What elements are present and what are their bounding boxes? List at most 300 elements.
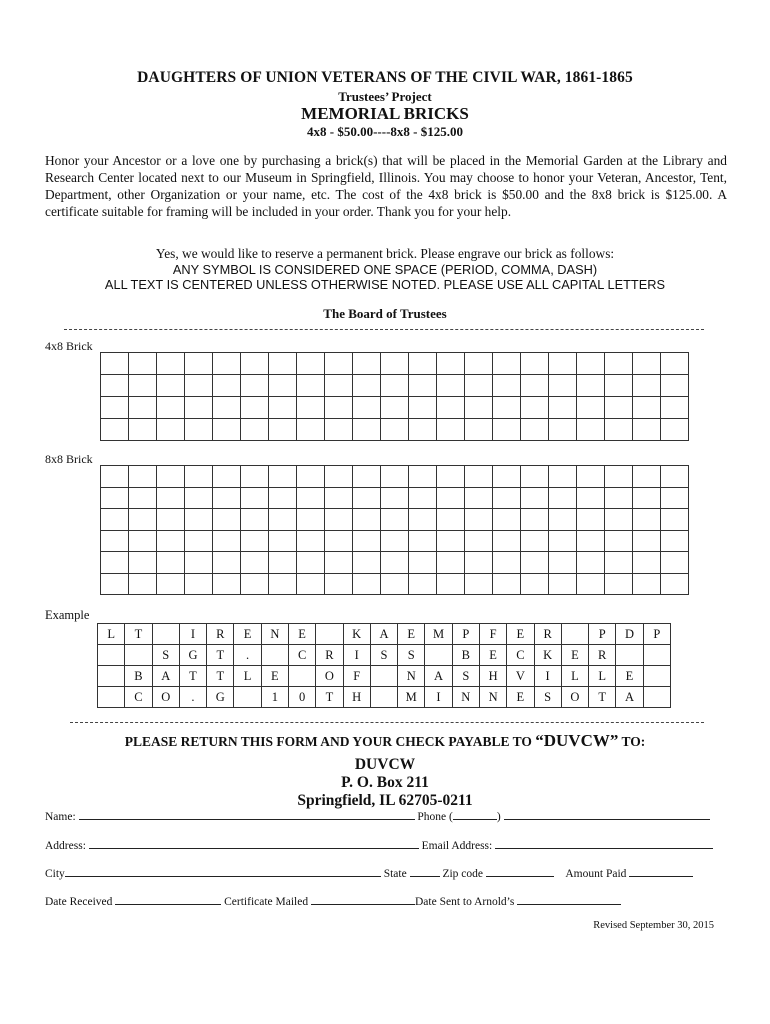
brick-8x8-cell[interactable] [353,487,381,509]
example-cell: A [616,687,643,708]
brick-8x8-cell[interactable] [661,466,689,488]
brick-8x8-cell[interactable] [605,487,633,509]
example-cell [425,645,452,666]
brick-8x8-cell[interactable] [465,509,493,531]
example-cell: L [98,624,125,645]
reserve-instructions [0,246,770,293]
brick-8x8-cell[interactable] [297,466,325,488]
example-cell: S [534,687,561,708]
brick-4x8-cell[interactable] [241,397,269,419]
brick-8x8-cell[interactable] [297,573,325,595]
brick-8x8-cell[interactable] [521,573,549,595]
brick-8x8-cell[interactable] [129,530,157,552]
brick-8x8-cell[interactable] [325,487,353,509]
date-sent-label: Date Sent to Arnold’s [414,896,515,908]
brick-4x8-cell[interactable] [185,353,213,375]
phone-number-field[interactable] [504,809,710,820]
brick-8x8-cell[interactable] [577,509,605,531]
brick-4x8-cell[interactable] [241,375,269,397]
brick-8x8-cell[interactable] [213,466,241,488]
brick-4x8-cell[interactable] [269,397,297,419]
brick-8x8-cell[interactable] [521,530,549,552]
example-cell: O [316,666,343,687]
example-cell: N [479,687,506,708]
intro-paragraph: Honor your Ancestor or a love one by purchasing a brick(s) that will be placed in the Memorial Garden at the Library and Research Center located next to our Museum in Springfield, Illinois. You may choose to honor your Veteran, Ancestor, Tent, Department, other Organization or your name, etc. The cost of the 4x8 brick is $50.00 and the 8x8 brick is $125.00. A certificate suitable for framing will be included in your order. Thank you for your help. [45,153,727,219]
example-cell: K [343,624,370,645]
brick-4x8-cell[interactable] [353,397,381,419]
brick-8x8-cell[interactable] [101,487,129,509]
brick-8x8-cell[interactable] [521,509,549,531]
brick-4x8-cell[interactable] [549,375,577,397]
brick-4x8-cell[interactable] [465,375,493,397]
brick-4x8-cell[interactable] [493,397,521,419]
dashed-divider-top [64,329,704,330]
amount-paid-field[interactable] [629,866,693,877]
brick-4x8-cell[interactable] [605,375,633,397]
example-cell: T [207,666,234,687]
brick-8x8-cell[interactable] [605,466,633,488]
brick-8x8-cell[interactable] [493,530,521,552]
example-cell: R [316,645,343,666]
brick-4x8-cell[interactable] [213,353,241,375]
example-cell: E [507,624,534,645]
brick-8x8-cell[interactable] [213,573,241,595]
reserve-line-3: ALL TEXT IS CENTERED UNLESS OTHERWISE NOTED. PLEASE USE ALL CAPITAL LETTERS [104,277,666,292]
example-cell: I [179,624,206,645]
brick-8x8-cell[interactable] [185,530,213,552]
brick-4x8-cell[interactable] [297,353,325,375]
brick-4x8-cell[interactable] [633,397,661,419]
brick-8x8-cell[interactable] [549,530,577,552]
example-cell: G [207,687,234,708]
brick-8x8-cell[interactable] [353,530,381,552]
brick-4x8-cell[interactable] [129,375,157,397]
brick-4x8-cell[interactable] [577,375,605,397]
brick-8x8-cell[interactable] [549,487,577,509]
brick-4x8-cell[interactable] [157,419,185,441]
city-state-row [45,866,735,880]
brick-4x8-cell[interactable] [437,397,465,419]
brick-8x8-cell[interactable] [633,530,661,552]
brick-4x8-cell[interactable] [101,375,129,397]
brick-4x8-cell[interactable] [269,375,297,397]
example-cell: T [589,687,616,708]
brick-8x8-cell[interactable] [465,487,493,509]
brick-8x8-cell[interactable] [661,509,689,531]
brick-8x8-cell[interactable] [241,530,269,552]
example-cell: L [561,666,588,687]
brick-4x8-cell[interactable] [353,375,381,397]
brick-8x8-cell[interactable] [661,530,689,552]
phone-area-code-field[interactable] [453,809,497,820]
brick-4x8-cell[interactable] [101,419,129,441]
brick-4x8-cell[interactable] [381,419,409,441]
brick-8x8-cell[interactable] [605,573,633,595]
brick-4x8-cell[interactable] [381,353,409,375]
brick-8x8-cell[interactable] [577,552,605,574]
brick-8x8-cell[interactable] [101,509,129,531]
brick-4x8-cell[interactable] [493,419,521,441]
brick-4x8-cell[interactable] [605,397,633,419]
brick-4x8-cell[interactable] [381,397,409,419]
brick-4x8-cell[interactable] [465,353,493,375]
brick-4x8-cell[interactable] [465,397,493,419]
brick-4x8-cell[interactable] [325,397,353,419]
brick-8x8-cell[interactable] [381,530,409,552]
brick-8x8-cell[interactable] [157,573,185,595]
brick-4x8-cell[interactable] [437,353,465,375]
example-cell: F [343,666,370,687]
city-field[interactable] [65,866,381,877]
brick-4x8-cell[interactable] [521,397,549,419]
brick-8x8-cell[interactable] [437,509,465,531]
brick-8x8-cell[interactable] [381,487,409,509]
brick-4x8-cell[interactable] [157,353,185,375]
example-cell [643,645,670,666]
brick-8x8-cell[interactable] [493,552,521,574]
brick-8x8-cell[interactable] [269,466,297,488]
brick-4x8-cell[interactable] [465,419,493,441]
example-cell: L [589,666,616,687]
state-label: State [383,868,407,880]
brick-8x8-cell[interactable] [157,530,185,552]
brick-8x8-cell[interactable] [241,487,269,509]
brick-8x8-cell[interactable] [521,552,549,574]
certificate-mailed-field[interactable] [311,894,415,905]
brick-8x8-cell[interactable] [101,552,129,574]
brick-8x8-cell[interactable] [493,487,521,509]
brick-8x8-cell[interactable] [129,487,157,509]
date-sent-field[interactable] [517,894,621,905]
brick-8x8-cell[interactable] [129,573,157,595]
brick-4x8-cell[interactable] [325,375,353,397]
brick-8x8-cell[interactable] [129,466,157,488]
brick-4x8-cell[interactable] [549,397,577,419]
brick-4x8-cell[interactable] [549,419,577,441]
brick-4x8-row [101,419,689,441]
brick-8x8-cell[interactable] [101,466,129,488]
example-cell [125,645,152,666]
brick-4x8-cell[interactable] [633,375,661,397]
brick-8x8-cell[interactable] [409,552,437,574]
brick-8x8-cell[interactable] [409,509,437,531]
example-cell: P [452,624,479,645]
reserve-line-2: ANY SYMBOL IS CONSIDERED ONE SPACE (PERIOD, COMMA, DASH) [172,261,598,277]
brick-4x8-cell[interactable] [493,375,521,397]
brick-8x8-cell[interactable] [381,466,409,488]
example-cell [98,666,125,687]
brick-4x8-cell[interactable] [409,353,437,375]
example-cell: C [125,687,152,708]
brick-8x8-cell[interactable] [157,552,185,574]
brick-8x8-cell[interactable] [381,552,409,574]
dashed-divider-bottom [70,722,704,723]
brick-8x8-cell[interactable] [353,552,381,574]
example-cell: N [452,687,479,708]
date-received-field[interactable] [115,894,221,905]
example-cell: A [425,666,452,687]
example-cell [643,687,670,708]
example-cell: T [179,666,206,687]
brick-4x8-cell[interactable] [577,397,605,419]
state-field[interactable] [410,866,440,877]
example-cell: E [234,624,261,645]
brick-4x8-cell[interactable] [213,375,241,397]
example-grid [97,623,671,708]
brick-8x8-cell[interactable] [437,530,465,552]
brick-4x8-cell[interactable] [157,397,185,419]
brick-8x8-cell[interactable] [241,573,269,595]
brick-4x8-cell[interactable] [661,375,689,397]
brick-8x8-cell[interactable] [269,530,297,552]
example-cell: E [479,645,506,666]
brick-8x8-cell[interactable] [185,509,213,531]
brick-8x8-cell[interactable] [521,487,549,509]
brick-4x8-cell[interactable] [157,375,185,397]
brick-8x8-cell[interactable] [353,509,381,531]
brick-4x8-cell[interactable] [241,419,269,441]
example-cell: A [370,624,397,645]
brick-4x8-cell[interactable] [353,419,381,441]
brick-8x8-cell[interactable] [493,466,521,488]
example-cell [98,687,125,708]
brick-8x8-cell[interactable] [633,466,661,488]
brick-4x8-cell[interactable] [521,375,549,397]
brick-4x8-cell[interactable] [297,397,325,419]
brick-4x8-cell[interactable] [297,375,325,397]
example-cell: H [479,666,506,687]
brick-8x8-cell[interactable] [465,573,493,595]
brick-8x8-cell[interactable] [325,573,353,595]
brick-8x8-cell[interactable] [437,573,465,595]
brick-4x8-row [101,353,689,375]
brick-4x8-cell[interactable] [129,419,157,441]
example-cell: O [561,687,588,708]
brick-4x8-cell[interactable] [605,353,633,375]
brick-8x8-cell[interactable] [129,509,157,531]
brick-8x8-cell[interactable] [213,552,241,574]
brick-8x8-cell[interactable] [577,573,605,595]
name-field[interactable] [79,809,415,820]
certificate-mailed-label: Certificate Mailed [224,896,309,908]
brick-4x8-cell[interactable] [269,419,297,441]
brick-4x8-cell[interactable] [101,353,129,375]
brick-8x8-cell[interactable] [577,530,605,552]
brick-8x8-cell[interactable] [633,573,661,595]
brick-4x8-cell[interactable] [353,353,381,375]
brick-4x8-cell[interactable] [409,419,437,441]
brick-8x8-cell[interactable] [269,573,297,595]
example-cell: L [234,666,261,687]
brick-4x8-row [101,397,689,419]
brick-8x8-cell[interactable] [521,466,549,488]
brick-8x8-cell[interactable] [437,552,465,574]
brick-4x8-cell[interactable] [633,419,661,441]
brick-4x8-cell[interactable] [521,353,549,375]
brick-4x8-cell[interactable] [437,419,465,441]
zip-field[interactable] [486,866,554,877]
example-cell: S [152,645,179,666]
brick-8x8-grid [100,465,689,595]
brick-8x8-cell[interactable] [157,487,185,509]
brick-8x8-cell[interactable] [437,466,465,488]
brick-8x8-cell[interactable] [269,509,297,531]
brick-8x8-cell[interactable] [409,487,437,509]
example-cell: T [207,645,234,666]
brick-8x8-cell[interactable] [213,530,241,552]
example-row [98,687,671,708]
brick-8x8-cell[interactable] [185,573,213,595]
brick-4x8-cell[interactable] [605,419,633,441]
brick-4x8-cell[interactable] [409,375,437,397]
brick-8x8-cell[interactable] [633,552,661,574]
name-label: Name: [45,811,76,823]
brick-8x8-cell[interactable] [549,509,577,531]
brick-4x8-cell[interactable] [185,419,213,441]
address-email-row [45,838,735,852]
brick-4x8-cell[interactable] [577,419,605,441]
mailing-name: DUVCW [354,756,416,773]
example-cell: I [534,666,561,687]
brick-8x8-cell[interactable] [381,509,409,531]
brick-4x8-cell[interactable] [101,397,129,419]
brick-4x8-cell[interactable] [297,419,325,441]
brick-8x8-cell[interactable] [661,573,689,595]
brick-8x8-cell[interactable] [269,487,297,509]
example-cell: N [261,624,288,645]
example-cell: M [425,624,452,645]
brick-8x8-cell[interactable] [185,466,213,488]
example-cell [288,666,315,687]
page-title: MEMORIAL BRICKS [301,104,469,123]
phone-close-paren: ) [496,811,501,823]
brick-4x8-cell[interactable] [381,375,409,397]
brick-8x8-cell[interactable] [605,530,633,552]
brick-4x8-cell[interactable] [213,397,241,419]
example-label: Example [45,608,90,622]
address-field[interactable] [89,838,419,849]
brick-4x8-cell[interactable] [577,353,605,375]
brick-4x8-cell[interactable] [661,419,689,441]
brick-4x8-cell[interactable] [241,353,269,375]
brick-4x8-cell[interactable] [521,419,549,441]
brick-8x8-cell[interactable] [241,509,269,531]
brick-8x8-cell[interactable] [577,466,605,488]
example-cell: T [125,624,152,645]
brick-4x8-cell[interactable] [129,397,157,419]
brick-4x8-cell[interactable] [213,419,241,441]
brick-8x8-cell[interactable] [325,530,353,552]
brick-8x8-cell[interactable] [185,487,213,509]
brick-8x8-cell[interactable] [241,466,269,488]
brick-8x8-cell[interactable] [633,509,661,531]
brick-8x8-cell[interactable] [605,509,633,531]
brick-4x8-cell[interactable] [493,353,521,375]
brick-8x8-cell[interactable] [213,509,241,531]
brick-8x8-cell[interactable] [381,573,409,595]
brick-4x8-cell[interactable] [325,419,353,441]
example-cell: I [425,687,452,708]
email-field[interactable] [495,838,713,849]
brick-8x8-cell[interactable] [549,552,577,574]
board-signature: The Board of Trustees [323,306,447,321]
brick-4x8-cell[interactable] [325,353,353,375]
brick-8x8-cell[interactable] [297,487,325,509]
brick-4x8-cell[interactable] [129,353,157,375]
brick-8x8-cell[interactable] [633,487,661,509]
brick-8x8-cell[interactable] [185,552,213,574]
example-cell: E [398,624,425,645]
brick-8x8-cell[interactable] [297,530,325,552]
brick-8x8-cell[interactable] [437,487,465,509]
brick-8x8-cell[interactable] [493,509,521,531]
example-row [98,624,671,645]
example-cell: P [589,624,616,645]
example-cell: V [507,666,534,687]
brick-8x8-cell[interactable] [297,509,325,531]
brick-4x8-cell[interactable] [661,353,689,375]
brick-4x8-cell[interactable] [185,397,213,419]
brick-8x8-cell[interactable] [465,530,493,552]
brick-8x8-cell[interactable] [353,573,381,595]
brick-4x8-cell[interactable] [437,375,465,397]
brick-8x8-cell[interactable] [661,487,689,509]
brick-8x8-cell[interactable] [101,573,129,595]
brick-8x8-cell[interactable] [409,573,437,595]
brick-8x8-cell[interactable] [129,552,157,574]
brick-8x8-cell[interactable] [577,487,605,509]
brick-8x8-cell[interactable] [605,552,633,574]
brick-8x8-cell[interactable] [325,466,353,488]
brick-4x8-cell[interactable] [185,375,213,397]
brick-8x8-cell[interactable] [325,552,353,574]
brick-8x8-cell[interactable] [549,466,577,488]
return-prefix: PLEASE RETURN THIS FORM AND YOUR CHECK PAYABLE TO [124,734,536,749]
brick-8x8-row [101,573,689,595]
brick-4x8-cell[interactable] [269,353,297,375]
brick-8x8-cell[interactable] [297,552,325,574]
brick-8x8-cell[interactable] [465,466,493,488]
brick-8x8-row [101,552,689,574]
brick-8x8-row [101,487,689,509]
brick-8x8-cell[interactable] [269,552,297,574]
brick-8x8-cell[interactable] [661,552,689,574]
brick-8x8-cell[interactable] [409,530,437,552]
brick-4x8-cell[interactable] [409,397,437,419]
example-cell: A [152,666,179,687]
brick-8x8-cell[interactable] [213,487,241,509]
brick-8x8-cell[interactable] [157,509,185,531]
example-row [98,645,671,666]
brick-8x8-cell[interactable] [241,552,269,574]
payee-name: “DUVCW” [535,731,619,750]
brick-8x8-cell[interactable] [101,530,129,552]
brick-4x8-label: 4x8 Brick [45,339,93,353]
brick-8x8-cell[interactable] [409,466,437,488]
brick-8x8-cell[interactable] [353,466,381,488]
brick-8x8-cell[interactable] [493,573,521,595]
brick-8x8-cell[interactable] [157,466,185,488]
brick-8x8-cell[interactable] [325,509,353,531]
brick-8x8-cell[interactable] [549,573,577,595]
brick-4x8-cell[interactable] [661,397,689,419]
mailing-city: Springfield, IL 62705-0211 [297,792,473,809]
revision-date: Revised September 30, 2015 [593,920,714,931]
example-cell: E [261,666,288,687]
brick-4x8-cell[interactable] [633,353,661,375]
brick-4x8-cell[interactable] [549,353,577,375]
brick-8x8-cell[interactable] [465,552,493,574]
